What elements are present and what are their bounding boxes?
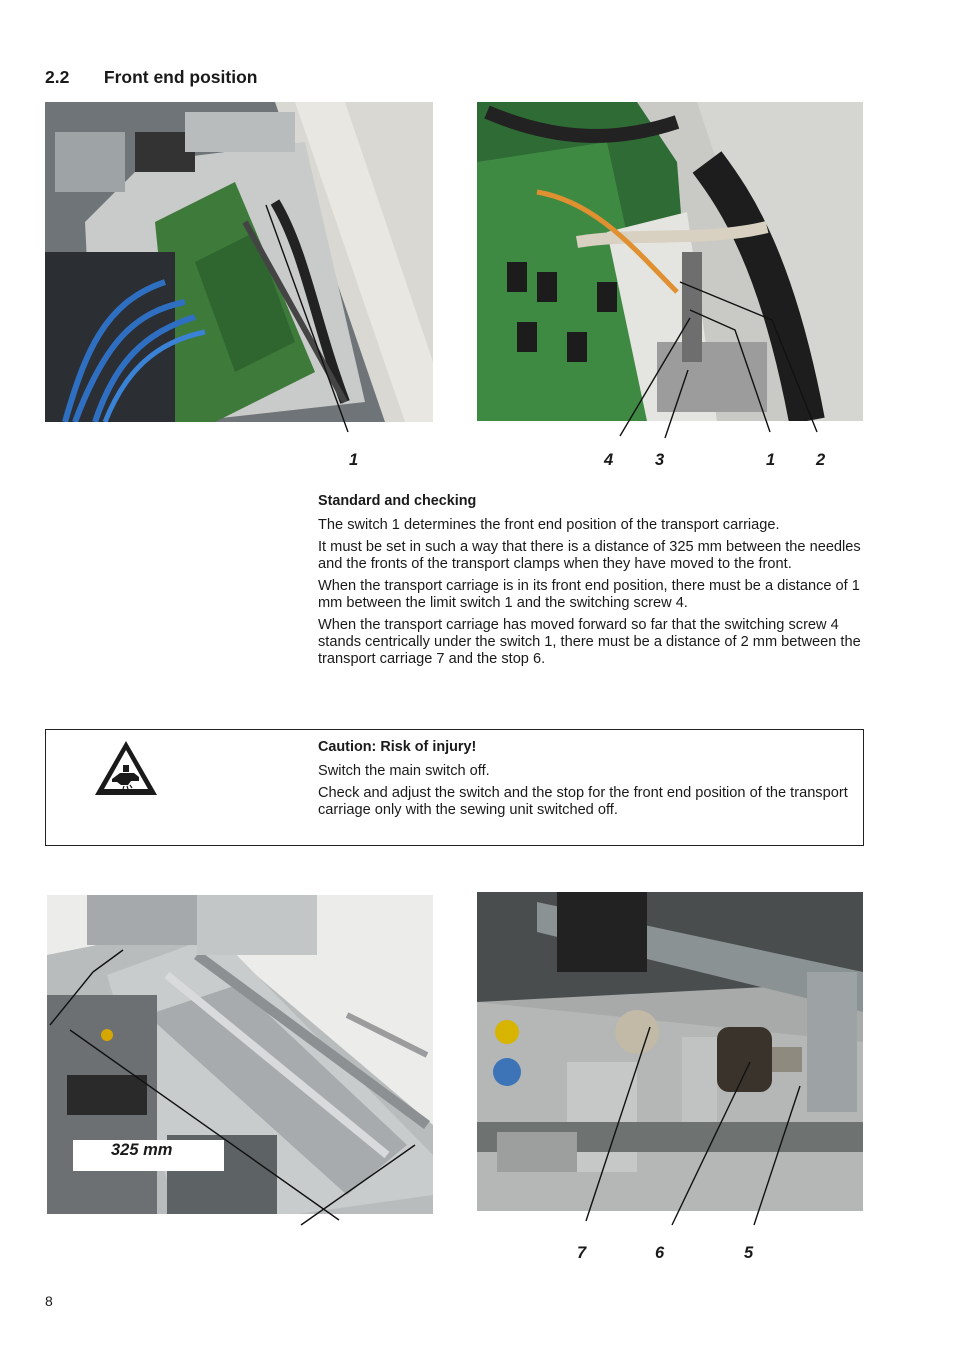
section-number: 2.2 (45, 67, 70, 87)
standard-paragraph: When the transport carriage has moved forward so far that the switching screw 4 stands centrically under the switch 1, there must be a distance of 2 mm between the transport carriage 7 and the stop 6. (318, 617, 861, 667)
standard-paragraph: It must be set in such a way that there is a distance of 325 mm between the needles and the fronts of the transport clamps when they have moved to the front. (318, 539, 861, 572)
callout-1-switch: 1 (766, 451, 776, 469)
photo-limit-switch-detail (477, 102, 863, 421)
standard-section (318, 493, 863, 673)
standard-paragraph: The switch 1 determines the front end position of the transport carriage. (318, 517, 780, 533)
callout-2: 2 (816, 451, 826, 469)
section-title: Front end position (103, 67, 258, 87)
caution-heading: Caution: Risk of injury! (318, 739, 477, 755)
dimension-label-box (73, 1140, 224, 1171)
callout-3: 3 (655, 451, 665, 469)
caution-box (45, 729, 864, 846)
page-number: 8 (45, 1293, 53, 1309)
callout-6: 6 (655, 1244, 665, 1262)
hand-injury-warning-icon (93, 739, 159, 797)
standard-paragraph: When the transport carriage is in its front end position, there must be a distance of 1 mm between the limit switch 1 and the switching screw 4. (318, 578, 860, 611)
callout-5: 5 (744, 1244, 754, 1262)
callout-4: 4 (604, 451, 614, 469)
caution-text (318, 739, 853, 824)
dimension-label: 325 mm (111, 1141, 173, 1159)
callout-1-board: 1 (349, 451, 359, 469)
photo-carriage-stop (477, 892, 863, 1211)
caution-paragraph: Check and adjust the switch and the stop for the front end position of the transport carriage only with the sewing unit switched off. (318, 785, 848, 818)
standard-heading: Standard and checking (318, 493, 477, 509)
section-heading (45, 67, 257, 88)
photo-control-board-top (45, 102, 433, 422)
callout-7: 7 (577, 1244, 587, 1262)
caution-paragraph: Switch the main switch off. (318, 763, 490, 779)
